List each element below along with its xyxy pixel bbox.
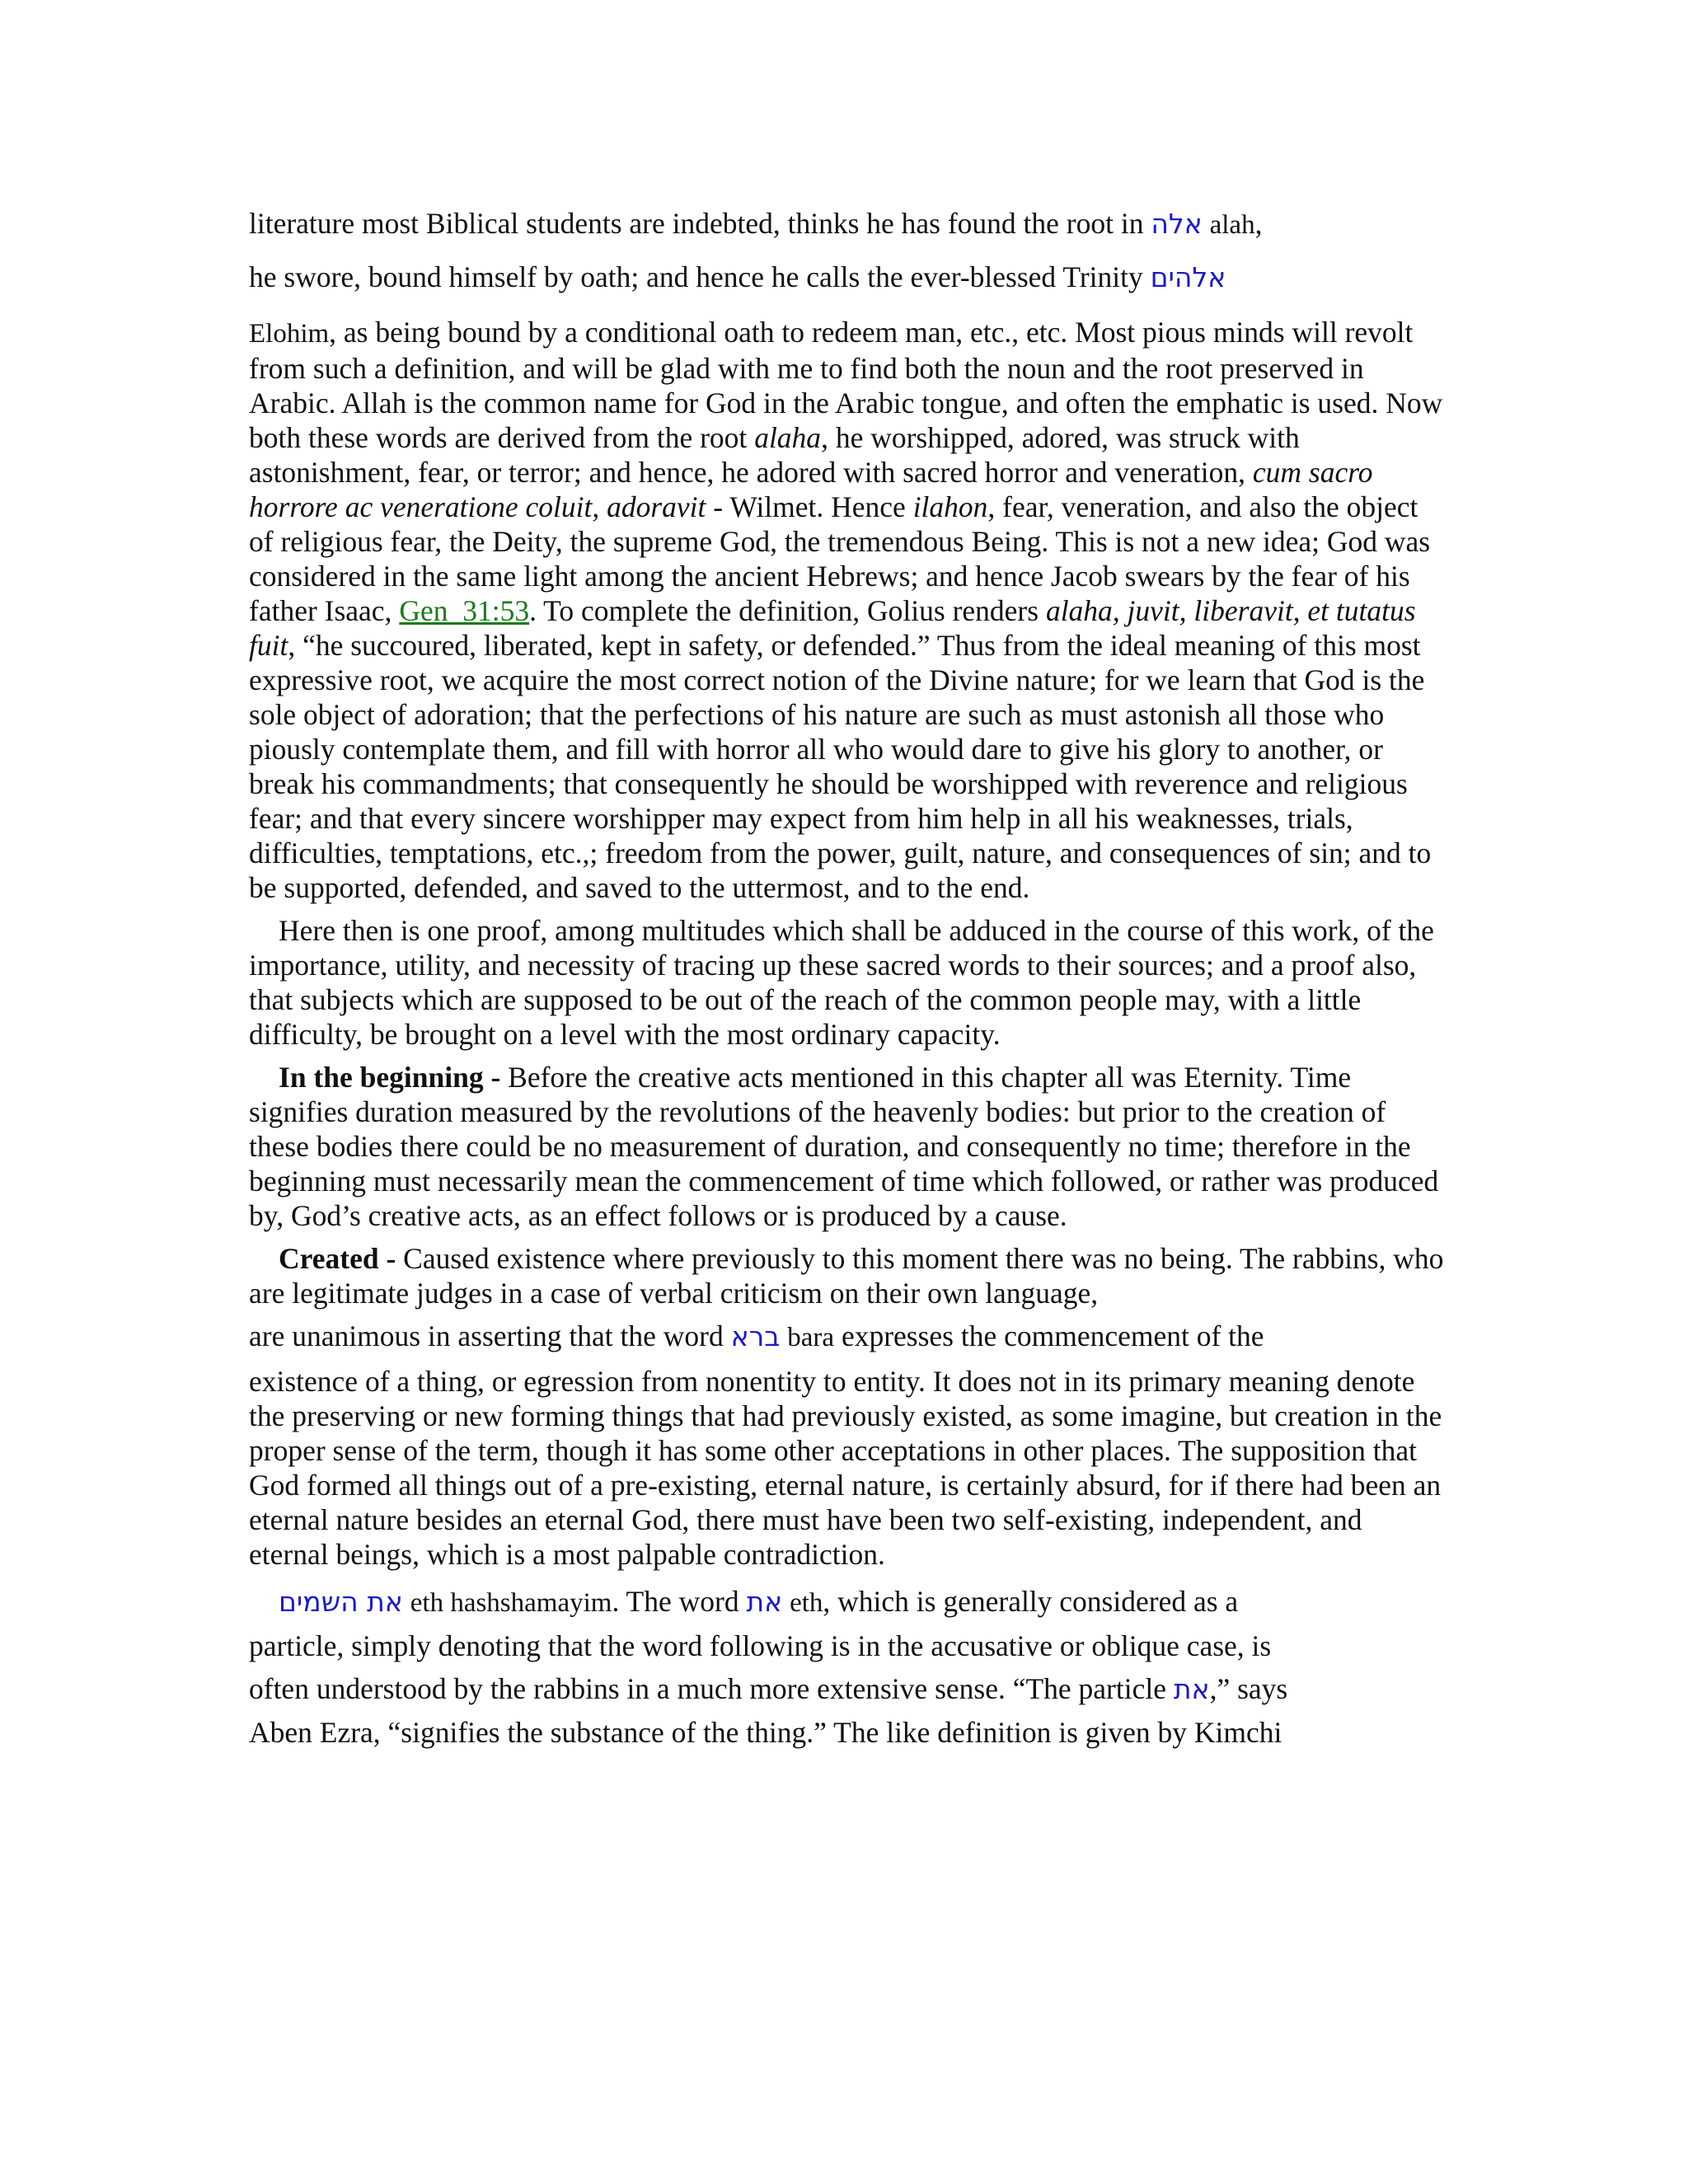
line-particle: particle, simply denoting that the word following is in the accusative or oblique case, is	[249, 1629, 1272, 1662]
line-aben-ezra: Aben Ezra, “signifies the substance of the thing.” The like definition is given by Kimchi	[249, 1716, 1282, 1749]
text-segment: he swore, bound himself by oath; and hence he calls the ever-blessed Trinity	[249, 260, 1151, 293]
text-segment: , “he succoured, liberated, kept in safety, or defended.” Thus from the ideal meaning of this most expressive root, we acquire the most correct notion of the Divine nature; for we learn that God is the sole object of adoration; that the perfections of his nature are such as must astonish all those who piously contemplate them, and fill with horror all who would dare to give his glory to another, or break his commandments; that consequently he should be worshipped with reverence and religious fear; and that every sincere worshipper may expect from him help in all his weaknesses, trials, difficulties, temptations, etc.,; freedom from the power, guilt, nature, and consequences of sin; and to be supported, defended, and saved to the uttermost, and to the end.	[249, 629, 1432, 904]
transliteration-alah: alah	[1209, 210, 1255, 240]
paragraph-created	[249, 1241, 1444, 1310]
text-segment: often understood by the rabbins in a much more extensive sense. “The particle	[249, 1672, 1174, 1705]
hebrew-word-alah: אלה	[1151, 208, 1203, 240]
transliteration-eth-hashshamayim: eth hashshamayim	[410, 1588, 612, 1618]
italic-term-alaha: alaha	[754, 421, 822, 454]
line-root-alah	[249, 198, 1444, 251]
latin-definition: alaha, juvit, liberavit, et tutatus fuit	[249, 594, 1416, 662]
text-segment: - Wilmet. Hence	[706, 490, 913, 523]
paragraph-in-the-beginning	[249, 1060, 1444, 1233]
hebrew-word-bara: ברא	[730, 1320, 781, 1352]
hebrew-word-elohim: אלהים	[1150, 261, 1226, 293]
paragraph-eth	[249, 1580, 1444, 1754]
text-segment: , fear, veneration, and also the object of religious fear, the Deity, the supreme God, the tremendous Being. This is not a new idea; God was considered in the same light among the ancient Hebrews; and hence Jacob swears by the fear of his father Isaac,	[249, 490, 1431, 627]
term-heading: Created -	[279, 1242, 396, 1275]
italic-term-ilahon: ilahon	[912, 490, 988, 523]
line-eth-hashshamayim	[249, 1580, 1444, 1624]
transliteration-bara: bara	[787, 1323, 835, 1352]
text-segment: . The word	[612, 1585, 747, 1618]
text-segment: are unanimous in asserting that the word	[249, 1319, 731, 1352]
text-segment: , he worshipped, adored, was struck with astonishment, fear, or terror; and hence, he adored with sacred horror and veneration,	[249, 421, 1300, 489]
transliteration-elohim: Elohim	[249, 319, 330, 349]
text-segment: , which is generally considered as a	[823, 1585, 1239, 1618]
paragraph-text: existence of a thing, or egression from nonentity to entity. It does not in its primary meaning denote the preserving or new forming things that had previously existed, as some imagine, but creation in the proper sense of the term, though it has some other acceptations in other places. The supposition that God formed all things out of a pre-existing, eternal nature, is certainly absurd, for if there had been an eternal nature besides an eternal God, there must have been two self-existing, independent, and eternal beings, which is a most palpable contradiction.	[249, 1365, 1442, 1571]
text-segment: ,” says	[1209, 1672, 1288, 1705]
line-rabbins	[249, 1667, 1444, 1711]
paragraph-created-continued	[249, 1310, 1444, 1572]
hebrew-word-eth: את	[1173, 1673, 1210, 1705]
text-segment: ,	[1254, 207, 1263, 240]
text-segment: literature most Biblical students are indebted, thinks he has found the root in	[249, 207, 1151, 240]
hebrew-phrase-eth-hashshamayim: את השמים	[279, 1586, 403, 1618]
text-segment: expresses the commencement of the	[834, 1319, 1264, 1352]
text-segment: , as being bound by a conditional oath to redeem man, etc., etc. Most pious minds will revolt from such a definition, and will be glad with me to find both the noun and the root preserved in Arabic. Allah is the common name for God in the Arabic tongue, and often the emphatic is used. Now both these words are derived from the root	[249, 316, 1443, 454]
paragraph-elohim	[249, 198, 1444, 905]
line-bara	[249, 1310, 1444, 1364]
paragraph-text: Here then is one proof, among multitudes which shall be adduced in the course of this work, of the importance, utility, and necessity of tracing up these sacred words to their sources; and a proof also, that subjects which are supposed to be out of the reach of the common people may, with a little difficulty, be brought on a level with the most ordinary capacity.	[249, 914, 1434, 1051]
scripture-link-gen-31-53[interactable]: Gen_31:53	[399, 594, 530, 627]
line-trinity	[249, 251, 1444, 303]
latin-quote: cum sacro horrore ac veneratione coluit, adoravit	[249, 456, 1373, 523]
document-page	[249, 198, 1444, 1754]
paragraph-body	[249, 315, 1444, 905]
paragraph-text: Before the creative acts mentioned in this chapter all was Eternity. Time signifies duration measured by the revolutions of the heavenly bodies: but prior to the creation of these bodies there could be no measurement of duration, and consequently no time; therefore in the beginning must necessarily mean the commencement of time which followed, or rather was produced by, God’s creative acts, as an effect follows or is produced by a cause.	[249, 1061, 1439, 1232]
term-heading: In the beginning -	[279, 1061, 501, 1094]
paragraph-text: Caused existence where previously to this moment there was no being. The rabbins, who are legitimate judges in a case of verbal criticism on their own language,	[249, 1242, 1444, 1310]
text-segment: . To complete the definition, Golius renders	[529, 594, 1046, 627]
transliteration-eth: eth	[790, 1588, 823, 1618]
hebrew-word-eth: את	[746, 1586, 783, 1618]
paragraph-proof	[249, 913, 1444, 1052]
